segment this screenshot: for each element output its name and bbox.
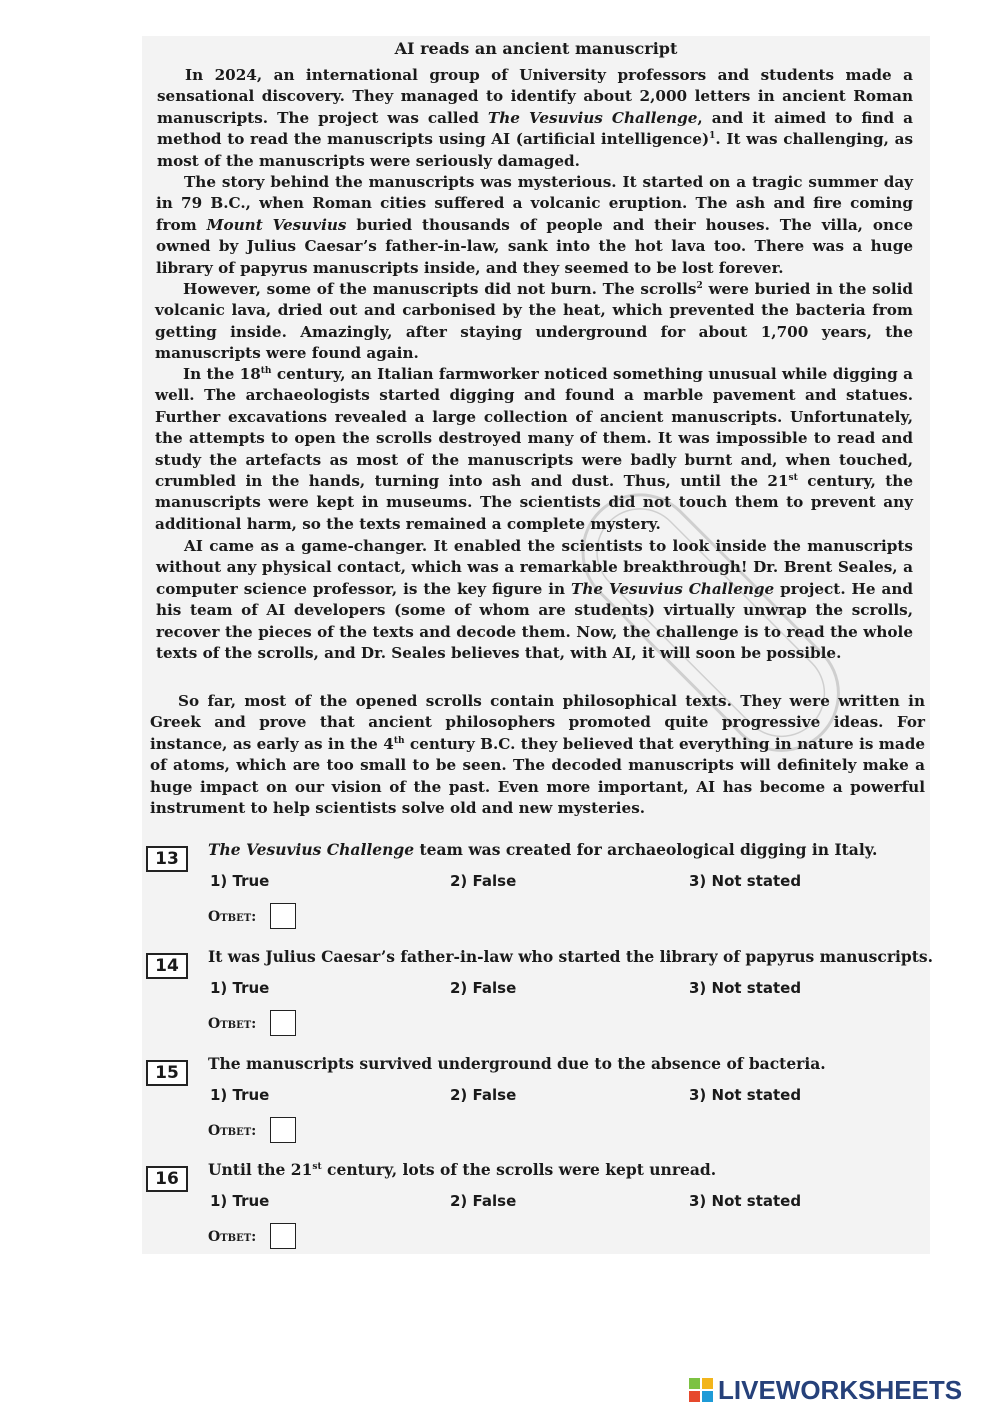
question-15 bbox=[146, 1052, 936, 1152]
option-true: 1) True bbox=[210, 1086, 270, 1104]
answer-input-13[interactable] bbox=[270, 903, 296, 929]
question-14 bbox=[146, 945, 936, 1045]
paragraph-1: In 2024, an international group of University professors and students made a sensational discovery. They managed to identify about 2,000 letters in ancient Roman manuscripts. The project was called The Vesuvius Challenge, and it aimed to find a method to read the manuscripts using AI (artificial intelligence)$^1$. It was challenging, as most of the manuscripts were seriously damaged. bbox=[157, 66, 914, 170]
option-true: 1) True bbox=[210, 979, 270, 997]
question-13 bbox=[146, 838, 936, 938]
option-false: 2) False bbox=[450, 979, 517, 997]
question-text: It was Julius Caesar’s father-in-law who started the library of papyrus manuscripts. bbox=[208, 947, 933, 966]
liveworksheets-logo bbox=[688, 1374, 962, 1406]
question-16 bbox=[146, 1158, 936, 1258]
paragraph-2: The story behind the manuscripts was mysterious. It started on a tragic summer day in 79 B.C., when Roman cities suffered a volcanic eruption. The ash and fire coming from Mount Vesuvius buried thousands of people and their houses. The villa, once owned by Julius Caesar’s father-in-law, sank into the hot lava too. There was a huge library of papyrus manuscripts inside, and they seemed to be lost forever. bbox=[156, 173, 913, 277]
question-text: The manuscripts survived underground due to the absence of bacteria. bbox=[208, 1054, 826, 1073]
footnote-ref: 1 bbox=[709, 131, 716, 142]
liveworksheets-logo-icon bbox=[688, 1377, 714, 1403]
question-text: Until the 21st century, lots of the scrolls were kept unread. bbox=[208, 1160, 717, 1179]
answer-input-15[interactable] bbox=[270, 1117, 296, 1143]
question-number: 14 bbox=[146, 953, 188, 979]
question-number: 15 bbox=[146, 1060, 188, 1086]
option-true: 1) True bbox=[210, 872, 270, 890]
answer-input-14[interactable] bbox=[270, 1010, 296, 1036]
option-not-stated: 3) Not stated bbox=[689, 872, 802, 890]
question-number: 13 bbox=[146, 846, 188, 872]
paragraph-3: However, some of the manuscripts did not burn. The scrolls$^2$ were buried in the solid volcanic lava, dried out and carbonised by the heat, which prevented the bacteria from getting inside. Amazingly, after staying underground for about 1,700 years, the manuscripts were found again. bbox=[155, 280, 913, 363]
brand-name: LIVEWORKSHEETS bbox=[718, 1374, 963, 1405]
option-false: 2) False bbox=[450, 872, 517, 890]
answer-label: Ответ: bbox=[208, 909, 257, 925]
answer-label: Ответ: bbox=[208, 1229, 257, 1245]
option-true: 1) True bbox=[210, 1192, 270, 1210]
answer-label: Ответ: bbox=[208, 1123, 257, 1139]
option-false: 2) False bbox=[450, 1192, 517, 1210]
option-false: 2) False bbox=[450, 1086, 517, 1104]
article-title: AI reads an ancient manuscript bbox=[394, 39, 678, 58]
footnote-ref: 2 bbox=[696, 280, 703, 291]
paragraph-6: So far, most of the opened scrolls contain philosophical texts. They were written in Greek and prove that ancient philosophers promoted quite progressive ideas. For instance, as early as in the 4th century B.C. they believed that everything in nature is made of atoms, which are too small to be seen. The decoded manuscripts will definitely make a huge impact on our vision of the past. Even more important, AI has become a powerful instrument to help scientists solve old and new mysteries. bbox=[150, 692, 926, 818]
paragraph-5: AI came as a game-changer. It enabled the scientists to look inside the manuscripts without any physical contact, which was a remarkable breakthrough! Dr. Brent Seales, a computer science professor, is the key figure in The Vesuvius Challenge project. He and his team of AI developers (some of whom are students) virtually unwrap the scrolls, recover the pieces of the texts and decode them. Now, the challenge is to read the whole texts of the scrolls, and Dr. Seales believes that, with AI, it will soon be possible. bbox=[156, 537, 913, 663]
question-text: The Vesuvius Challenge team was created for archaeological digging in Italy. bbox=[208, 840, 878, 859]
option-not-stated: 3) Not stated bbox=[689, 1192, 802, 1210]
option-not-stated: 3) Not stated bbox=[689, 979, 802, 997]
option-not-stated: 3) Not stated bbox=[689, 1086, 802, 1104]
answer-input-16[interactable] bbox=[270, 1223, 296, 1249]
question-number: 16 bbox=[146, 1166, 188, 1192]
paragraph-4: In the 18th century, an Italian farmworker noticed something unusual while digging a well. The archaeologists started digging and found a marble pavement and statues. Further excavations revealed a large collection of ancient manuscripts. Unfortunately, the attempts to open the scrolls destroyed many of them. It was impossible to read and study the artefacts as most of the manuscripts were badly burnt and, when touched, crumbled in the hands, turning into ash and dust. Thus, until the 21st century, the manuscripts were kept in museums. The scientists did not touch them to prevent any additional harm, so the texts remained a complete mystery. bbox=[155, 365, 913, 533]
answer-label: Ответ: bbox=[208, 1016, 257, 1032]
